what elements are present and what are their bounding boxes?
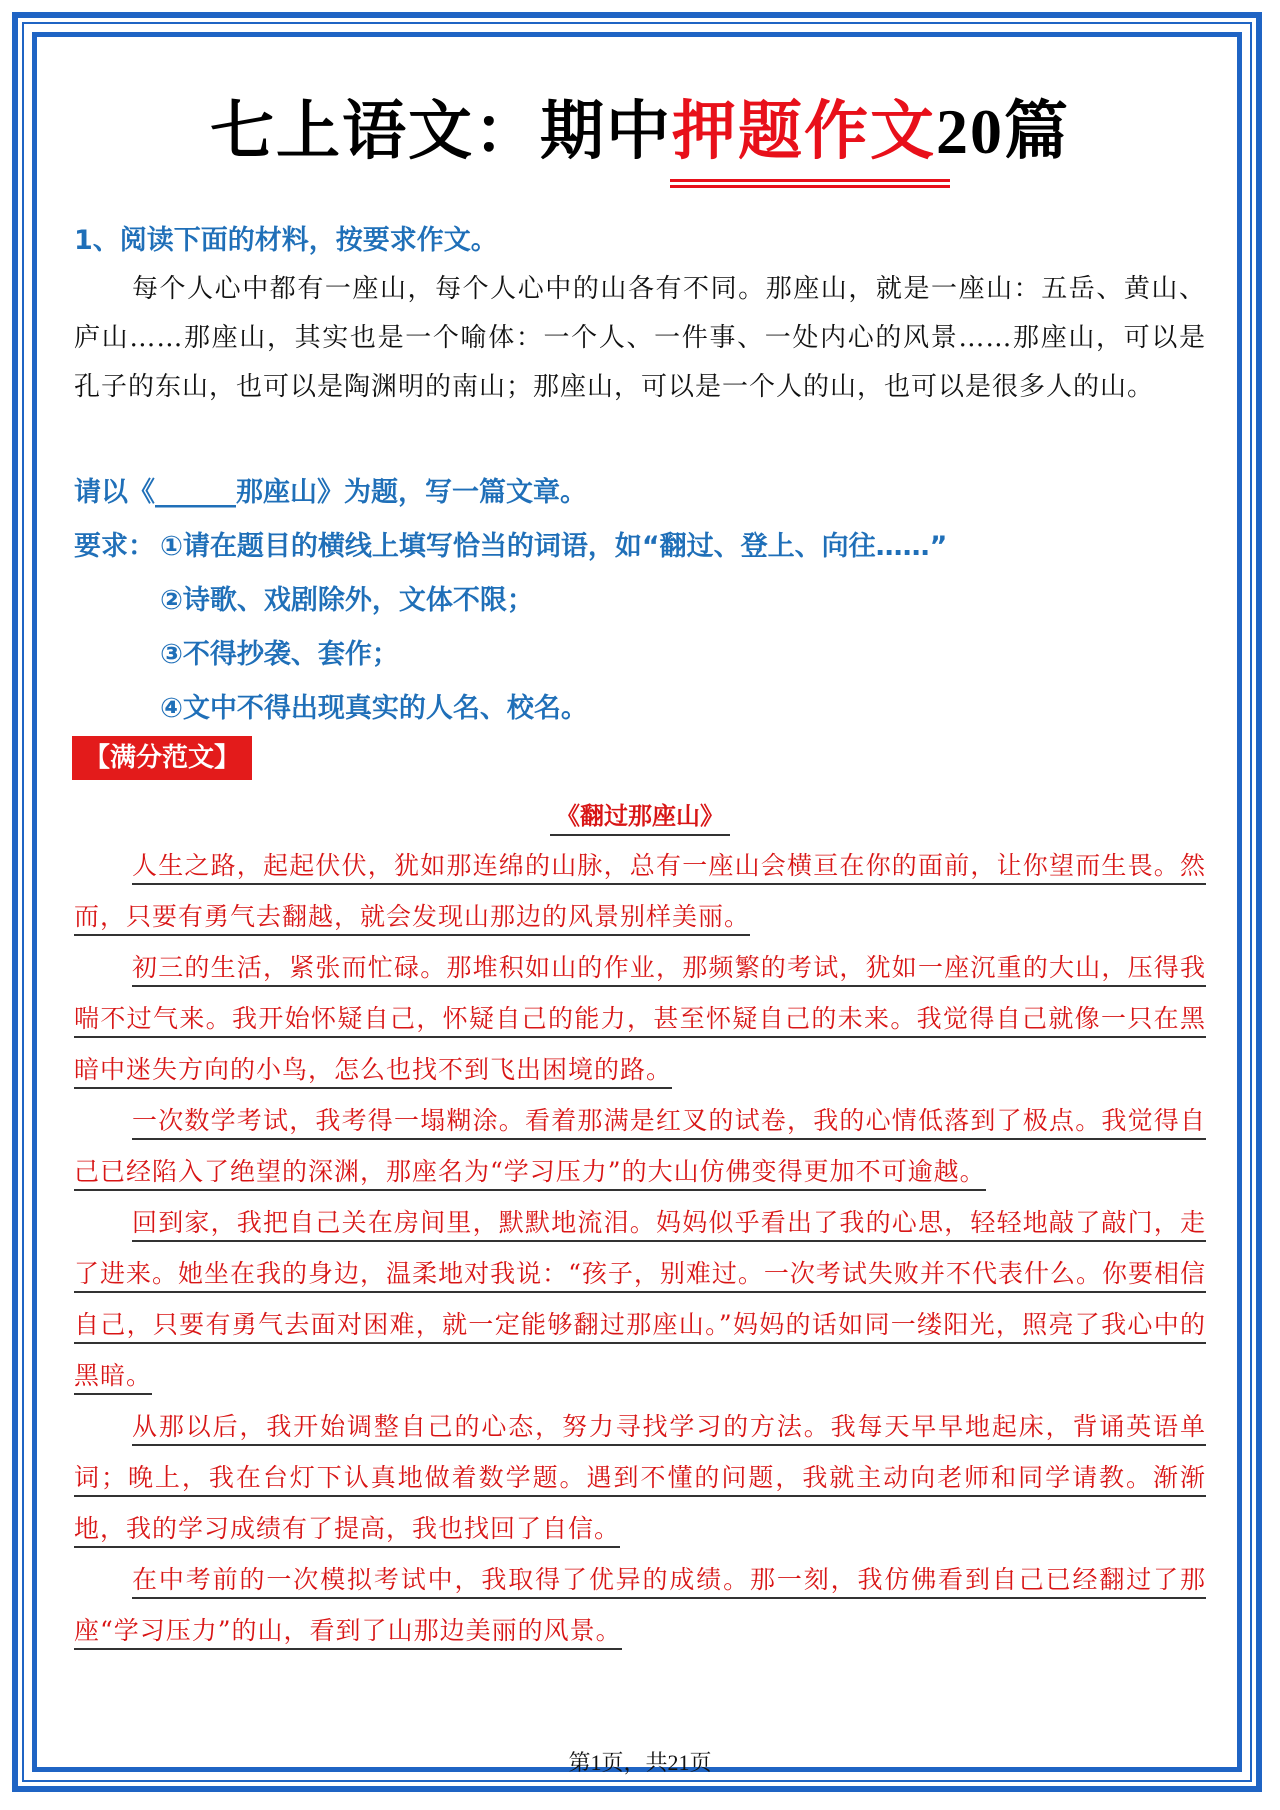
page-title <box>0 80 1280 172</box>
question-heading: 1、阅读下面的材料，按要求作文。 <box>74 225 498 256</box>
essay-paragraph-text: 回到家，我把自己关在房间里，默默地流泪。妈妈似乎看出了我的心思，轻轻地敲了敲门，走了进来。她坐在我的身边，温柔地对我说：“孩子，别难过。一次考试失败并不代表什么。你要相信自己，只要有勇气去面对困难，就一定能够翻过那座山。”妈妈的话如同一缕阳光，照亮了我心中的黑暗。 <box>74 1208 1206 1395</box>
requirements-label: 要求： <box>74 531 155 562</box>
essay-paragraph <box>74 1197 1206 1401</box>
page-footer: 第1页，共21页 <box>568 1750 712 1775</box>
essay-paragraph <box>74 1095 1206 1197</box>
essay-paragraph <box>74 840 1206 942</box>
title-part2: 篇 <box>1004 94 1070 169</box>
title-part1: 七上语文：期中 <box>210 94 672 169</box>
requirement-item: ③不得抄袭、套作； <box>160 639 399 670</box>
question-material: 每个人心中都有一座山，每个人心中的山各有不同。那座山，就是一座山：五岳、黄山、庐山……那座山，其实也是一个喻体：一个人、一件事、一处内心的风景……那座山，可以是孔子的东山，也可以是陶渊明的南山；那座山，可以是一个人的山，也可以是很多人的山。 <box>74 274 1206 402</box>
essay-paragraph-text: 在中考前的一次模拟考试中，我取得了优异的成绩。那一刻，我仿佛看到自己已经翻过了那座“学习压力”的山，看到了山那边美丽的风景。 <box>74 1565 1206 1650</box>
essay-paragraph-text: 人生之路，起起伏伏，犹如那连绵的山脉，总有一座山会横亘在你的面前，让你望而生畏。然而，只要有勇气去翻越，就会发现山那边的风景别样美丽。 <box>74 851 1206 936</box>
essay-paragraph <box>74 942 1206 1095</box>
essay-body <box>74 840 1206 1656</box>
essay-title <box>0 796 1280 831</box>
question-prompt: 请以《______那座山》为题，写一篇文章。 <box>74 477 587 508</box>
title-number: 20 <box>936 96 1004 167</box>
requirement-item: ②诗歌、戏剧除外，文体不限； <box>160 585 534 616</box>
title-highlight: 押题作文 <box>672 80 936 172</box>
essay-paragraph <box>74 1401 1206 1554</box>
full-score-badge: 【满分范文】 <box>72 736 252 780</box>
requirement-item: ④文中不得出现真实的人名、校名。 <box>160 693 588 724</box>
essay-paragraph-text: 初三的生活，紧张而忙碌。那堆积如山的作业，那频繁的考试，犹如一座沉重的大山，压得我喘不过气来。我开始怀疑自己，怀疑自己的能力，甚至怀疑自己的未来。我觉得自己就像一只在黑暗中迷失方向的小鸟，怎么也找不到飞出困境的路。 <box>74 953 1206 1089</box>
requirement-item: ①请在题目的横线上填写恰当的词语，如“翻过、登上、向往……” <box>160 531 948 562</box>
essay-paragraph-text: 从那以后，我开始调整自己的心态，努力寻找学习的方法。我每天早早地起床，背诵英语单词；晚上，我在台灯下认真地做着数学题。遇到不懂的问题，我就主动向老师和同学请教。渐渐地，我的学习成绩有了提高，我也找回了自信。 <box>74 1412 1206 1548</box>
essay-paragraph <box>74 1554 1206 1656</box>
essay-title-text: 《翻过那座山》 <box>550 801 730 836</box>
essay-paragraph-text: 一次数学考试，我考得一塌糊涂。看着那满是红叉的试卷，我的心情低落到了极点。我觉得自己已经陷入了绝望的深渊，那座名为“学习压力”的大山仿佛变得更加不可逾越。 <box>74 1106 1206 1191</box>
